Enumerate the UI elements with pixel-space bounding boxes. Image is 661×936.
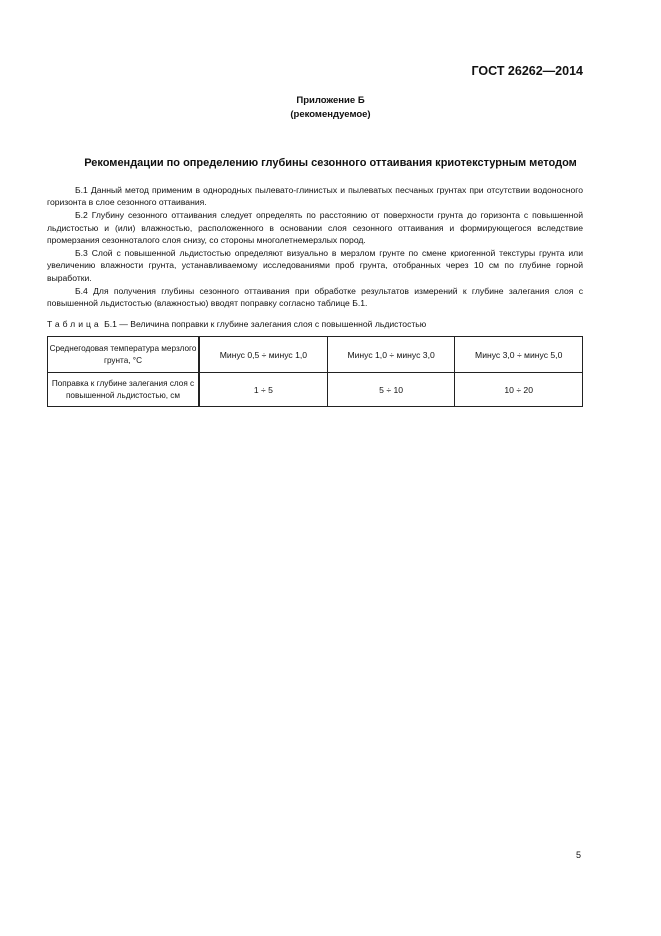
header-cell: Минус 1,0 ÷ минус 3,0 xyxy=(327,337,455,373)
page-number: 5 xyxy=(575,850,581,860)
paragraph-b4: Б.4 Для получения глубины сезонного оттаивания при обработке результатов измерений к глубине залегания слоя с повышенной льдистостью (влажностью) вводят поправку согласно таблице Б.1. xyxy=(47,285,583,309)
value-cell: 1 ÷ 5 xyxy=(199,373,327,407)
table-header-row xyxy=(48,337,583,373)
annex-label: Приложение Б xyxy=(296,95,365,106)
annex-title: Рекомендации по определению глубины сезонного оттаивания криотекстурным методом xyxy=(84,157,577,169)
header-cell: Минус 3,0 ÷ минус 5,0 xyxy=(455,337,583,373)
value-cell: 10 ÷ 20 xyxy=(455,373,583,407)
value-cell: 5 ÷ 10 xyxy=(327,373,455,407)
table-caption-word: Таблица xyxy=(47,319,102,329)
paragraph-b2: Б.2 Глубину сезонного оттаивания следует определять по расстоянию от поверхности грунта до горизонта с повышенной льдистостью и (или) влажностью, расположенного в основании слоя сезонного оттаивания и формирующегося вследствие промерзания сезонноталого слоя снизу, со стороны многолетнемерзлых пород. xyxy=(47,210,583,246)
correction-table xyxy=(47,336,583,407)
table-caption-text: Б.1 — Величина поправки к глубине залегания слоя с повышенной льдистостью xyxy=(104,319,427,329)
header-cell: Минус 0,5 ÷ минус 1,0 xyxy=(199,337,327,373)
annex-heading xyxy=(0,94,661,122)
table-caption xyxy=(47,319,426,329)
paragraph-b1: Б.1 Данный метод применим в однородных пылевато-глинистых и пылеватых песчаных грунтах при отсутствии водоносного горизонта в слое сезонного оттаивания. xyxy=(47,185,583,208)
table-row xyxy=(48,373,583,407)
header-stub-cell: Среднегодовая температура мерзлого грунта, °С xyxy=(48,337,200,373)
annex-body xyxy=(47,184,583,310)
row-stub-cell: Поправка к глубине залегания слоя с повышенной льдистостью, см xyxy=(48,373,200,407)
annex-status: (рекомендуемое) xyxy=(290,109,371,120)
paragraph-b3: Б.3 Слой с повышенной льдистостью определяют визуально в мерзлом грунте по смене криогенной текстуры грунта или увеличению влажности грунта, устанавливаемому исследованиями проб грунта, отобранных через 10 см по глубине горной выработки. xyxy=(47,248,583,283)
document-code: ГОСТ 26262—2014 xyxy=(471,64,583,78)
